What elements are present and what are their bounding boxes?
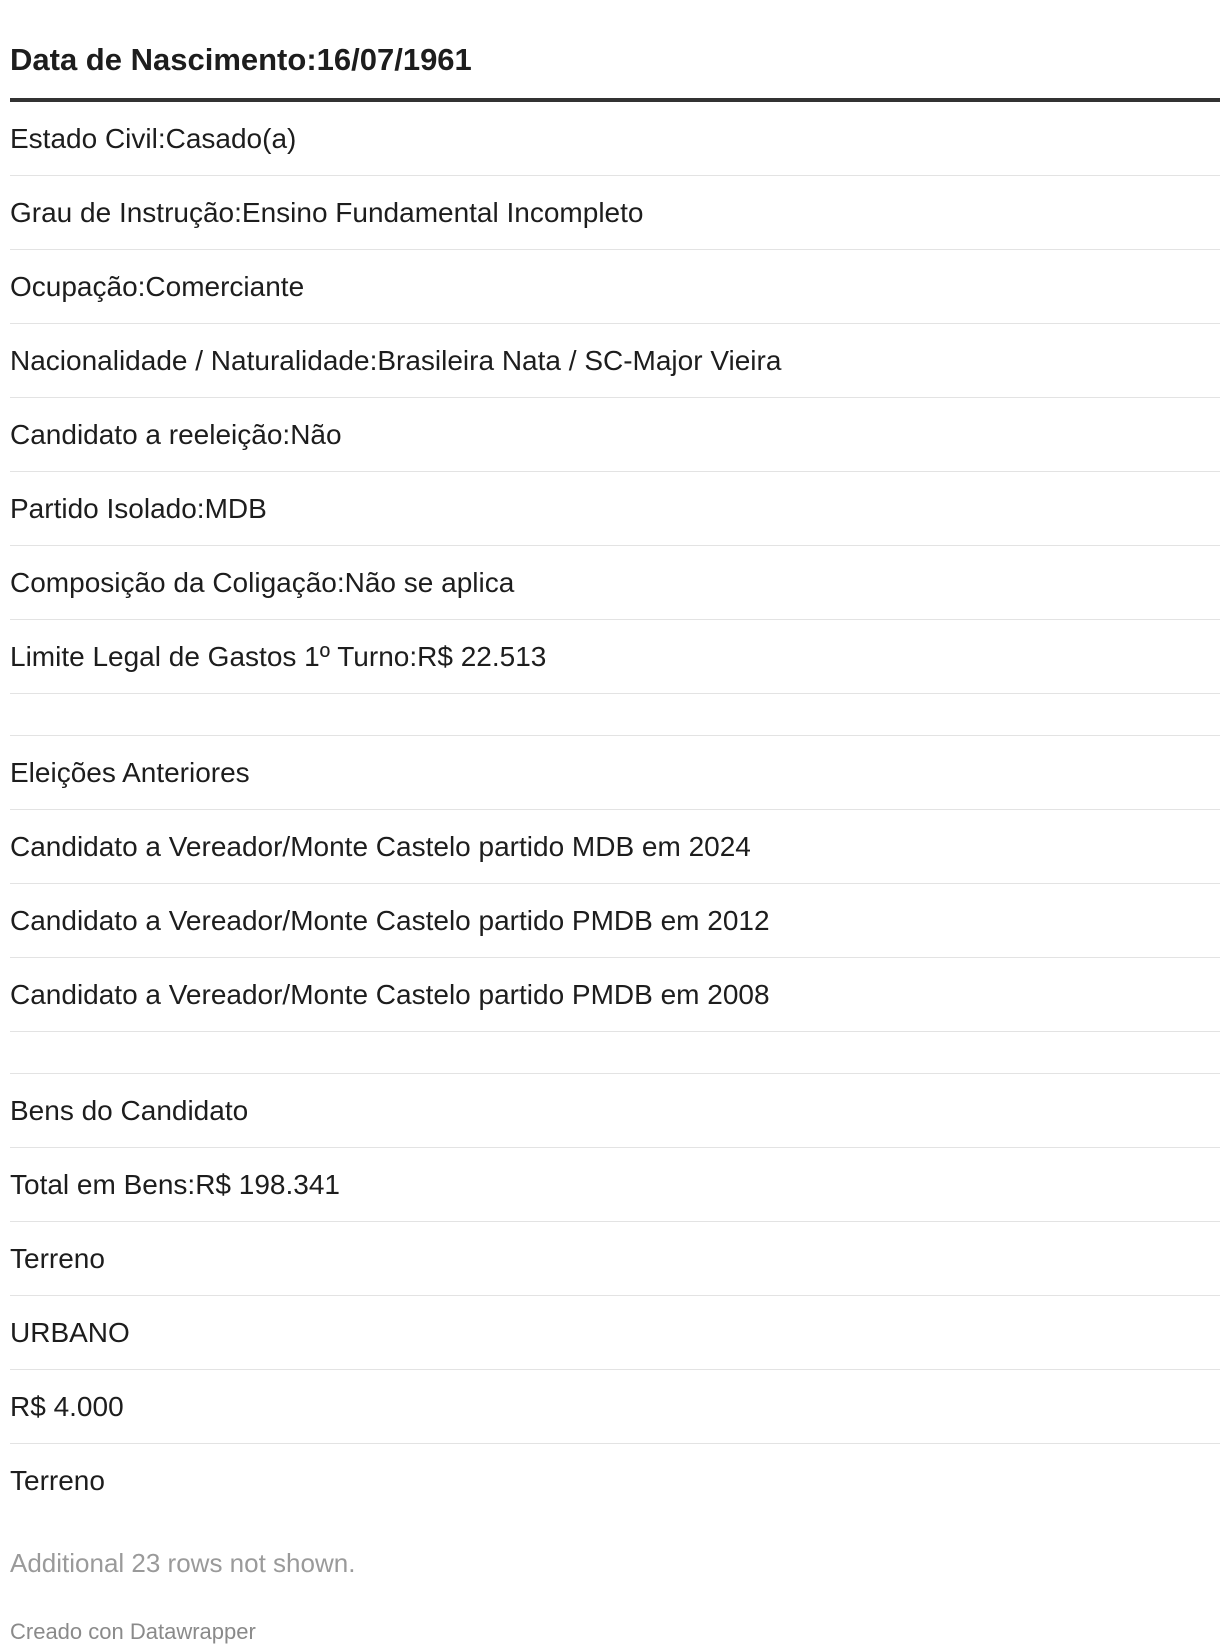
table-row: Grau de Instrução:Ensino Fundamental Incompleto xyxy=(10,176,1220,250)
table-row: Estado Civil:Casado(a) xyxy=(10,102,1220,176)
table-row: Ocupação:Comerciante xyxy=(10,250,1220,324)
table-row: Total em Bens:R$ 198.341 xyxy=(10,1148,1220,1222)
table-row: Partido Isolado:MDB xyxy=(10,472,1220,546)
table-row: Terreno xyxy=(10,1222,1220,1296)
header-cell: Data de Nascimento:16/07/1961 xyxy=(10,42,472,77)
table-row: Composição da Coligação:Não se aplica xyxy=(10,546,1220,620)
table-row: URBANO xyxy=(10,1296,1220,1370)
table-row: Candidato a reeleição:Não xyxy=(10,398,1220,472)
table-row-empty xyxy=(10,694,1220,736)
table-row: Candidato a Vereador/Monte Castelo partido PMDB em 2008 xyxy=(10,958,1220,1032)
datawrapper-credit: Creado con Datawrapper xyxy=(10,1619,256,1644)
table-row: Terreno xyxy=(10,1465,105,1496)
table-header xyxy=(10,0,1220,102)
table-row: Nacionalidade / Naturalidade:Brasileira Nata / SC-Major Vieira xyxy=(10,324,1220,398)
table-row: Bens do Candidato xyxy=(10,1074,1220,1148)
table-row-empty xyxy=(10,1032,1220,1074)
table-row: Candidato a Vereador/Monte Castelo partido PMDB em 2012 xyxy=(10,884,1220,958)
rows-not-shown-note: Additional 23 rows not shown. xyxy=(10,1548,356,1578)
table-row: R$ 4.000 xyxy=(10,1370,1220,1444)
table-row: Eleições Anteriores xyxy=(10,736,1220,810)
table-row: Candidato a Vereador/Monte Castelo partido MDB em 2024 xyxy=(10,810,1220,884)
table-body xyxy=(10,102,1220,1518)
table-row: Limite Legal de Gastos 1º Turno:R$ 22.513 xyxy=(10,620,1220,694)
